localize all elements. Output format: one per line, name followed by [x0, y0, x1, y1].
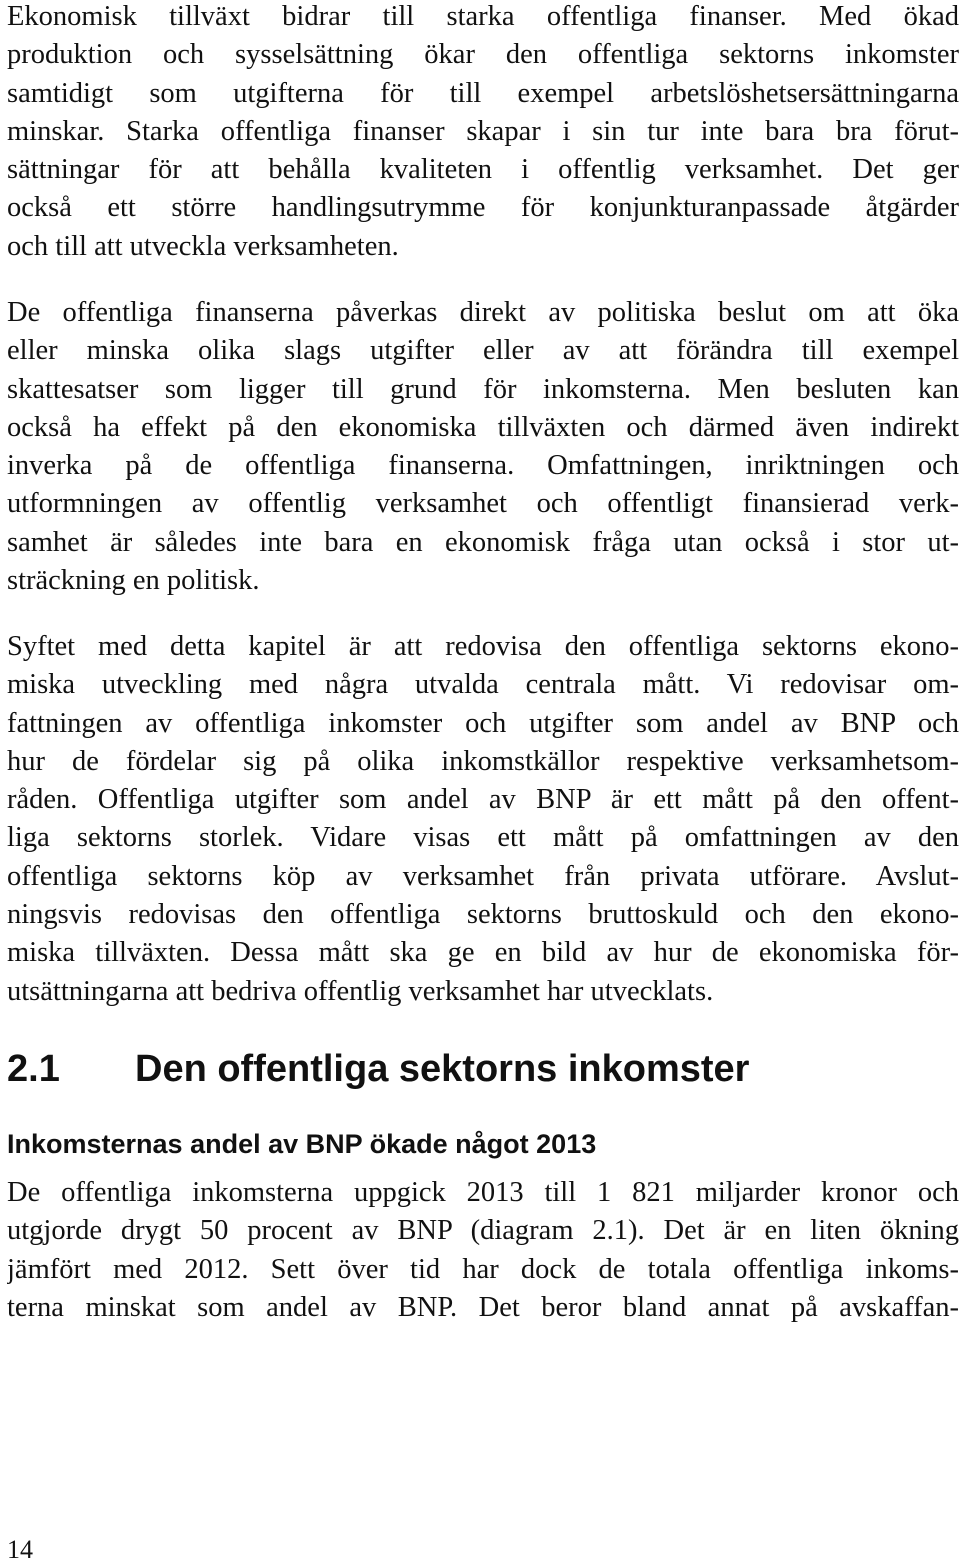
text-line: utgjorde drygt 50 procent av BNP (diagram 2.1). Det är en liten ökning	[7, 1215, 959, 1247]
text-line: minskar. Starka offentliga finanser skapar i sin tur inte bara bra förut-	[7, 115, 959, 147]
text-line: också ha effekt på den ekonomiska tillväxten och därmed även indirekt	[7, 411, 959, 443]
text-line: Syftet med detta kapitel är att redovisa den offentliga sektorns ekono-	[7, 631, 959, 662]
text-line: utformningen av offentlig verksamhet och offentligt finansierad verk-	[7, 488, 959, 520]
text-line: sättningar för att behålla kvaliteten i offentlig verksamhet. Det ger	[7, 154, 959, 186]
text-line: samtidigt som utgifterna för till exempel arbetslöshetsersättningarna	[7, 77, 959, 109]
text-line: ningsvis redovisas den offentliga sektorns bruttoskuld och den ekono-	[7, 899, 959, 931]
text-line: De offentliga finanserna påverkas direkt av politiska beslut om att öka	[7, 297, 959, 328]
text-line: också ett större handlingsutrymme för konjunkturanpassade åtgärder	[7, 192, 959, 224]
text-line: jämfört med 2012. Sett över tid har dock de totala offentliga inkoms-	[7, 1253, 959, 1285]
text-line: hur de fördelar sig på olika inkomstkällor respektive verksamhetsom-	[7, 745, 959, 777]
text-line: miska tillväxten. Dessa mått ska ge en bild av hur de ekonomiska för-	[7, 937, 959, 969]
text-line: inverka på de offentliga finanserna. Omfattningen, inriktningen och	[7, 450, 959, 482]
text-line: eller minska olika slags utgifter eller av att förändra till exempel	[7, 335, 959, 367]
document-page	[7, 0, 959, 1565]
paragraph-chapter-purpose	[7, 628, 959, 1011]
text-line: och till att utveckla verksamheten.	[7, 230, 399, 262]
text-line: offentliga sektorns köp av verksamhet från privata utförare. Avslut-	[7, 860, 959, 892]
section-number: 2.1	[7, 1048, 60, 1090]
paragraph-political-decisions	[7, 294, 959, 600]
text-line: skattesatser som ligger till grund för inkomsterna. Men besluten kan	[7, 373, 959, 405]
text-line: liga sektorns storlek. Vidare visas ett mått på omfattningen av den	[7, 822, 959, 854]
text-line: sträckning en politisk.	[7, 565, 260, 597]
page-number: 14	[7, 1535, 33, 1564]
section-title: Den offentliga sektorns inkomster	[135, 1048, 750, 1090]
text-line: råden. Offentliga utgifter som andel av BNP är ett mått på den offent-	[7, 784, 959, 816]
text-line: terna minskat som andel av BNP. Det beror bland annat på avskaffan-	[7, 1291, 959, 1323]
text-line: fattningen av offentliga inkomster och utgifter som andel av BNP och	[7, 707, 959, 739]
paragraph-public-revenue	[7, 1174, 959, 1327]
text-line: samhet är således inte bara en ekonomisk fråga utan också i stor ut-	[7, 526, 959, 558]
subsection-heading: Inkomsternas andel av BNP ökade något 2013	[7, 1129, 597, 1159]
text-line: miska utveckling med några utvalda centrala mått. Vi redovisar om-	[7, 669, 959, 701]
text-line: Ekonomisk tillväxt bidrar till starka offentliga finanser. Med ökad	[7, 1, 959, 32]
paragraph-economic-growth	[7, 0, 959, 266]
text-line: produktion och sysselsättning ökar den offentliga sektorns inkomster	[7, 39, 959, 71]
section-heading	[7, 1045, 749, 1093]
text-line: De offentliga inkomsterna uppgick 2013 till 1 821 miljarder kronor och	[7, 1177, 959, 1208]
text-line: utsättningarna att bedriva offentlig verksamhet har utvecklats.	[7, 975, 714, 1007]
